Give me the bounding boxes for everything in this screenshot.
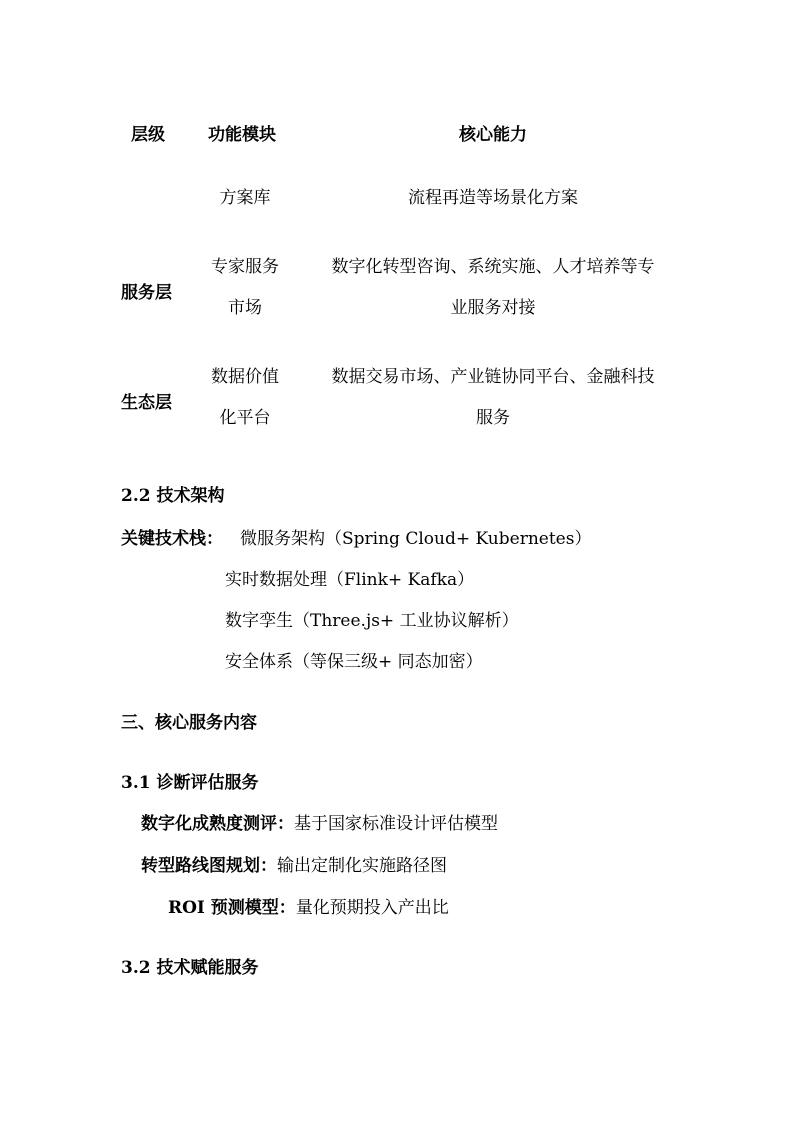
module-line: 市场 [228,298,262,318]
module-line: 方案库 [219,188,271,208]
table-row-3-module [195,357,295,439]
table-row-2-capability [303,247,683,329]
section-3-2-heading: 3.2 技术赋能服务 [121,958,259,978]
service-item-label: 转型路线图规划： [141,856,277,876]
capability-line: 业服务对接 [450,298,536,318]
table-row-3-capability [303,357,683,439]
stack-label: 关键技术栈： [121,529,223,549]
stack-item: 安全体系（等保三级+ 同态加密） [225,652,483,672]
stack-item: 实时数据处理（Flink+ Kafka） [225,570,475,590]
service-item [141,809,498,834]
section-3-heading: 三、核心服务内容 [121,713,257,733]
capability-line: 服务 [476,408,510,428]
table-header-module: 功能模块 [208,125,276,145]
capability-line: 数据交易市场、产业链协同平台、金融科技 [331,367,655,387]
table-row-3-layer: 生态层 [121,393,172,413]
capability-line: 流程再造等场景化方案 [408,188,578,208]
service-item-label: ROI 预测模型： [168,898,296,918]
service-item-text: 量化预期投入产出比 [295,898,449,918]
table-row-1-capability [303,178,683,219]
module-line: 专家服务 [211,257,279,277]
service-item-text: 输出定制化实施路径图 [277,856,447,876]
capability-line: 数字化转型咨询、系统实施、人才培养等专 [331,257,655,277]
section-3-1-heading: 3.1 诊断评估服务 [121,773,259,793]
table-header-capability: 核心能力 [459,125,527,145]
service-item-text: 基于国家标准设计评估模型 [294,814,498,834]
module-line: 化平台 [219,408,271,428]
stack-item: 数字孪生（Three.js+ 工业协议解析） [225,611,519,631]
section-2-2-heading: 2.2 技术架构 [121,486,225,506]
table-row-1-module [195,178,295,219]
service-item [141,851,447,876]
table-header-layer: 层级 [131,125,165,145]
service-item [168,893,449,918]
service-item-label: 数字化成熟度测评： [141,814,294,834]
module-line: 数据价值 [211,367,279,387]
table-row-2-module [195,247,295,329]
stack-item: 微服务架构（Spring Cloud+ Kubernetes） [240,529,592,549]
table-row-2-layer: 服务层 [121,283,172,303]
